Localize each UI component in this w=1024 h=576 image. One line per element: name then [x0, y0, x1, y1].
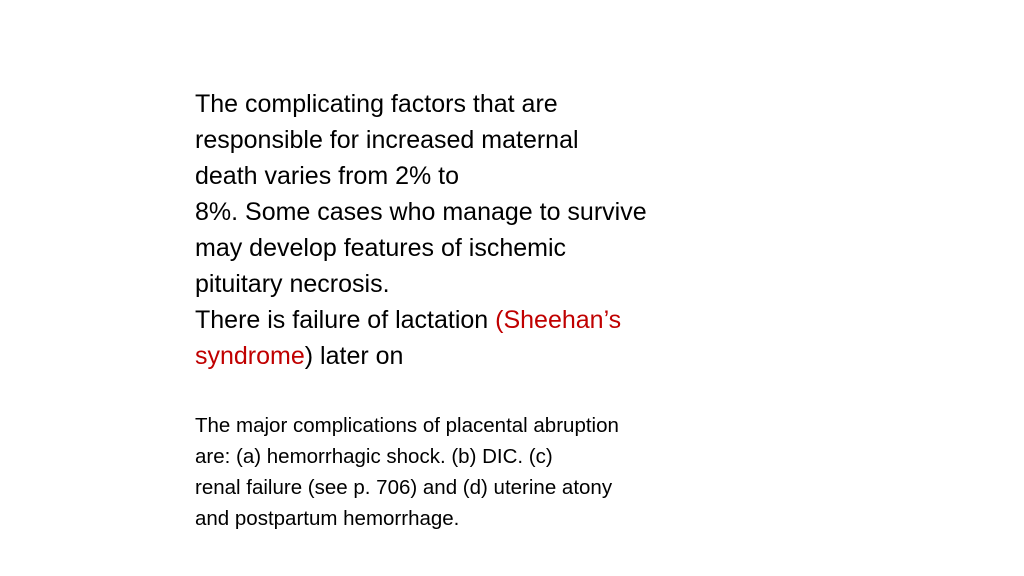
text-line: pituitary necrosis.: [195, 270, 390, 298]
text-line: renal failure (see p. 706) and (d) uterine atony: [195, 476, 613, 499]
text-line: The complicating factors that are: [195, 90, 558, 118]
secondary-text-block: [195, 410, 715, 534]
text-line: responsible for increased maternal: [195, 126, 579, 154]
text-line: 8%. Some cases who manage to survive: [195, 198, 647, 226]
lactation-text: There is failure of lactation: [195, 306, 496, 334]
text-line: and postpartum hemorrhage.: [195, 507, 460, 530]
text-line: The major complications of placental abruption: [195, 414, 619, 437]
text-line: may develop features of ischemic: [195, 234, 567, 262]
later-on-text: ) later on: [304, 342, 404, 370]
sheehans-highlight: (Sheehan’s: [495, 306, 622, 334]
main-text-block: [195, 86, 715, 374]
text-line: death varies from 2% to: [195, 162, 460, 190]
syndrome-highlight: syndrome: [195, 342, 305, 370]
sheehan-line-1: [195, 302, 715, 338]
sheehan-line-2: [195, 338, 715, 374]
text-line: are: (a) hemorrhagic shock. (b) DIC. (c): [195, 445, 553, 468]
